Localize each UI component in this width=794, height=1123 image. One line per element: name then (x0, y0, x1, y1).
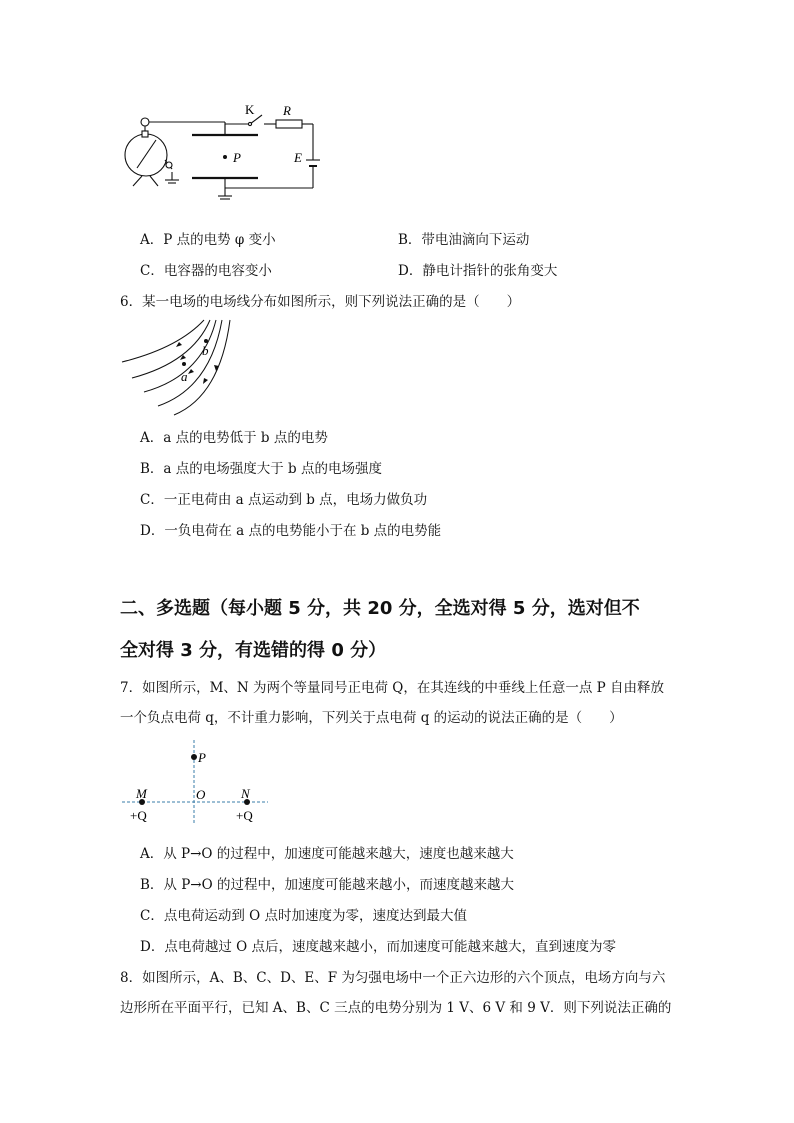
point-p-label: P (198, 750, 206, 765)
point-p-label: P (233, 150, 241, 165)
q6-option-b: B．a 点的电场强度大于 b 点的电场强度 (140, 461, 382, 477)
q5-option-a: A．P 点的电势 φ 变小 (140, 232, 276, 248)
point-b-label: b (202, 343, 209, 358)
charge-m-label: M (136, 786, 147, 801)
point-a-label: a (181, 369, 188, 384)
q8-stem-line2: 边形所在平面平行，已知 A、B、C 三点的电势分别为 1 V、6 V 和 9 V．则下列说法正确的 (120, 1000, 672, 1016)
q6-stem: 6．某一电场的电场线分布如图所示，则下列说法正确的是（ ） (120, 294, 521, 310)
resistor-label: R (283, 103, 291, 118)
switch-label: K (245, 102, 255, 117)
charge-n-label: N (241, 786, 250, 801)
section-2-heading-line1: 二、多选题（每小题 5 分，共 20 分，全选对得 5 分，选对但不 (120, 598, 640, 619)
q5-option-b: B．带电油滴向下运动 (398, 232, 530, 248)
q7-option-b: B．从 P→O 的过程中，加速度可能越来越小，而速度越来越大 (140, 877, 514, 893)
charge-n-value: +Q (236, 808, 253, 823)
field-lines-figure (118, 318, 238, 416)
q7-stem-line1: 7．如图所示，M、N 为两个等量同号正电荷 Q，在其连线的中垂线上任意一点 P 自由释放 (120, 680, 665, 696)
q5-option-c: C．电容器的电容变小 (140, 263, 272, 279)
q6-option-a: A．a 点的电势低于 b 点的电势 (140, 430, 328, 446)
section-2-heading-line2: 全对得 3 分，有选错的得 0 分） (120, 640, 387, 661)
q7-option-d: D．点电荷越过 O 点后，速度越来越小，而加速度可能越来越大，直到速度为零 (140, 939, 616, 955)
q7-stem-line2: 一个负点电荷 q，不计重力影响，下列关于点电荷 q 的运动的说法正确的是（ ） (120, 710, 623, 726)
charge-m-value: +Q (130, 808, 147, 823)
emf-label: E (294, 150, 302, 165)
charges-figure (118, 738, 278, 828)
q6-option-d: D．一负电荷在 a 点的电势能小于在 b 点的电势能 (140, 523, 442, 539)
point-o-label: O (196, 787, 206, 802)
capacitor-circuit-figure (108, 100, 338, 215)
q6-option-c: C．一正电荷由 a 点运动到 b 点，电场力做负功 (140, 492, 428, 508)
q8-stem-line1: 8．如图所示，A、B、C、D、E、F 为匀强电场中一个正六边形的六个顶点，电场方向与六 (120, 970, 666, 986)
q7-option-c: C．点电荷运动到 O 点时加速度为零，速度达到最大值 (140, 908, 467, 924)
q7-option-a: A．从 P→O 的过程中，加速度可能越来越大，速度也越来越大 (140, 846, 514, 862)
q5-option-d: D．静电计指针的张角变大 (398, 263, 558, 279)
